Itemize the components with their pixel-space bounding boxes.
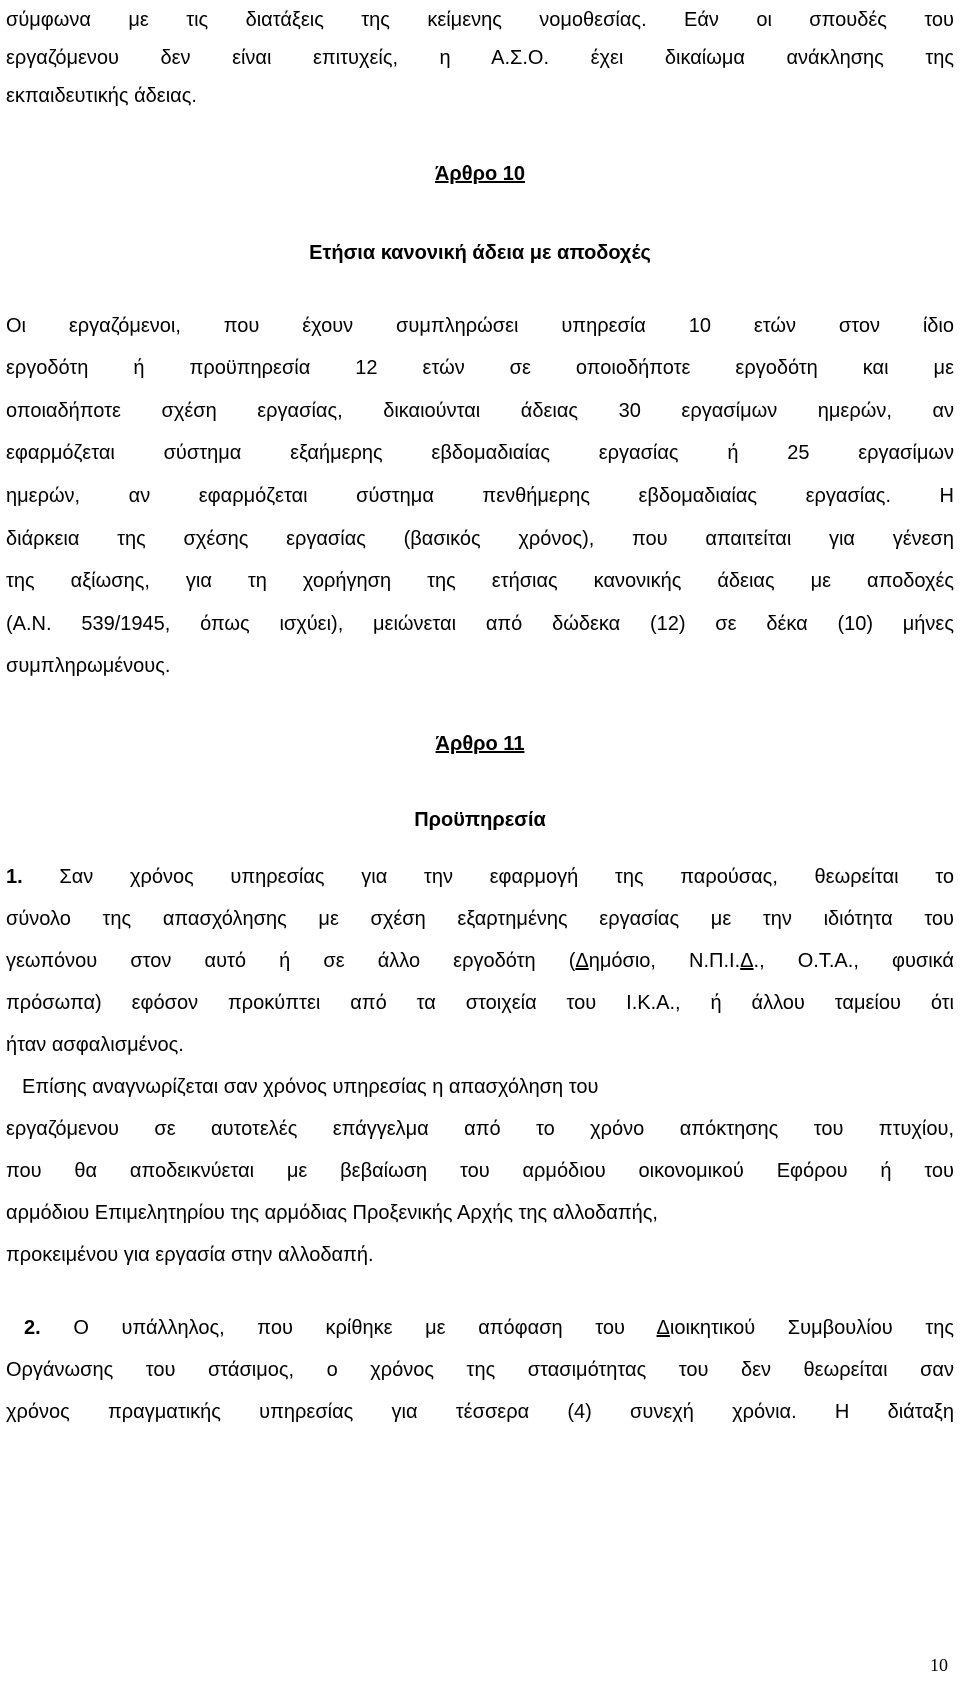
article-11-p2-line-2: εργαζόμενου σε αυτοτελές επάγγελμα από το χρόνο απόκτησης του πτυχίου, [6,1118,954,1140]
article-11-p1-line-2: σύνολο της απασχόλησης με σχέση εξαρτημένης εργασίας με την ιδιότητα του [6,908,954,930]
intro-line-2: εργαζόμενου δεν είναι επιτυχείς, η Α.Σ.Ο. έχει δικαίωμα ανάκλησης της [6,47,954,69]
article-10-line-9: συμπληρωμένους. [6,655,171,677]
intro-line-3: εκπαιδευτικής άδειας. [6,85,197,107]
article-11-p3-line-2: Οργάνωσης του στάσιμος, ο χρόνος της στασιμότητας του δεν θεωρείται σαν [6,1359,954,1381]
article-10-line-4: εφαρμόζεται σύστημα εξαήμερης εβδομαδιαίας εργασίας ή 25 εργασίμων [6,442,954,464]
intro-line-1: σύμφωνα με τις διατάξεις της κείμενης νομοθεσίας. Εάν οι σπουδές του [6,9,954,31]
underlined-delta-1: Δ [575,950,589,972]
article-10-line-3: οποιαδήποτε σχέση εργασίας, δικαιούνται άδειας 30 εργασίμων ημερών, αν [6,400,954,422]
article-11-p1-line-3 [6,948,954,974]
article-11-p1-line-5: ήταν ασφαλισμένος. [6,1034,184,1056]
article-11-p1-line-3-part-a: γεωπόνου στον αυτό ή σε άλλο εργοδότη ( [6,950,576,972]
article-10-line-7: της αξίωσης, για τη χορήγηση της ετήσιας κανονικής άδειας με αποδοχές [6,570,954,592]
article-11-p1-line-3-part-c: ., Ο.Τ.Α., φυσικά [753,950,954,972]
article-11-p1-line-1 [6,864,954,890]
article-10-line-5: ημερών, αν εφαρμόζεται σύστημα πενθήμερης εβδομαδιαίας εργασίας. Η [6,485,954,507]
article-11-p3-line-1-part-a: Ο υπάλληλος, που κρίθηκε με απόφαση του [73,1317,657,1339]
article-11-p3-line-3: χρόνος πραγματικής υπηρεσίας για τέσσερα (4) συνεχή χρόνια. Η διάταξη [6,1401,954,1423]
article-11-p1-line-1-text: Σαν χρόνος υπηρεσίας για την εφαρμογή της παρούσας, θεωρείται το [59,866,954,888]
article-11-p2-line-4: αρμόδιου Επιμελητηρίου της αρμόδιας Προξενικής Αρχής της αλλοδαπής, [6,1202,658,1224]
article-11-subtitle: Προϋπηρεσία [414,809,546,831]
article-10-line-2: εργοδότη ή προϋπηρεσία 12 ετών σε οποιοδήποτε εργοδότη και με [6,357,954,379]
article-10-line-6: διάρκεια της σχέσης εργασίας (βασικός χρόνος), που απαιτείται για γένεση [6,528,954,550]
article-11-title: Άρθρο 11 [435,733,525,755]
underlined-delta-2: Δ [740,950,754,972]
article-11-p3-line-1-part-b: ιοικητικού Συμβουλίου της [669,1317,954,1339]
article-11-p2-line-5: προκειμένου για εργασία στην αλλοδαπή. [6,1244,374,1266]
article-10-subtitle: Ετήσια κανονική άδεια με αποδοχές [309,242,651,264]
article-10-line-8: (Α.Ν. 539/1945, όπως ισχύει), μειώνεται από δώδεκα (12) σε δέκα (10) μήνες [6,613,954,635]
article-11-p3-line-1 [24,1315,954,1341]
article-11-p2-line-3: που θα αποδεικνύεται με βεβαίωση του αρμόδιου οικονομικού Εφόρου ή του [6,1160,954,1182]
article-10-title: Άρθρο 10 [434,163,526,185]
underlined-delta-3: Δ [656,1317,670,1339]
article-10-line-1: Οι εργαζόμενοι, που έχουν συμπληρώσει υπηρεσία 10 ετών στον ίδιο [6,315,954,337]
article-11-p1-line-3-part-b: ημόσιο, Ν.Π.Ι. [588,950,741,972]
paragraph-number-2: 2. [24,1317,41,1339]
article-11-p1-line-4: πρόσωπα) εφόσον προκύπτει από τα στοιχεία του Ι.Κ.Α., ή άλλου ταμείου ότι [6,992,954,1014]
paragraph-number-1: 1. [6,866,23,888]
page-number: 10 [930,1655,948,1675]
article-11-p2-line-1: Επίσης αναγνωρίζεται σαν χρόνος υπηρεσίας η απασχόληση του [22,1076,599,1098]
